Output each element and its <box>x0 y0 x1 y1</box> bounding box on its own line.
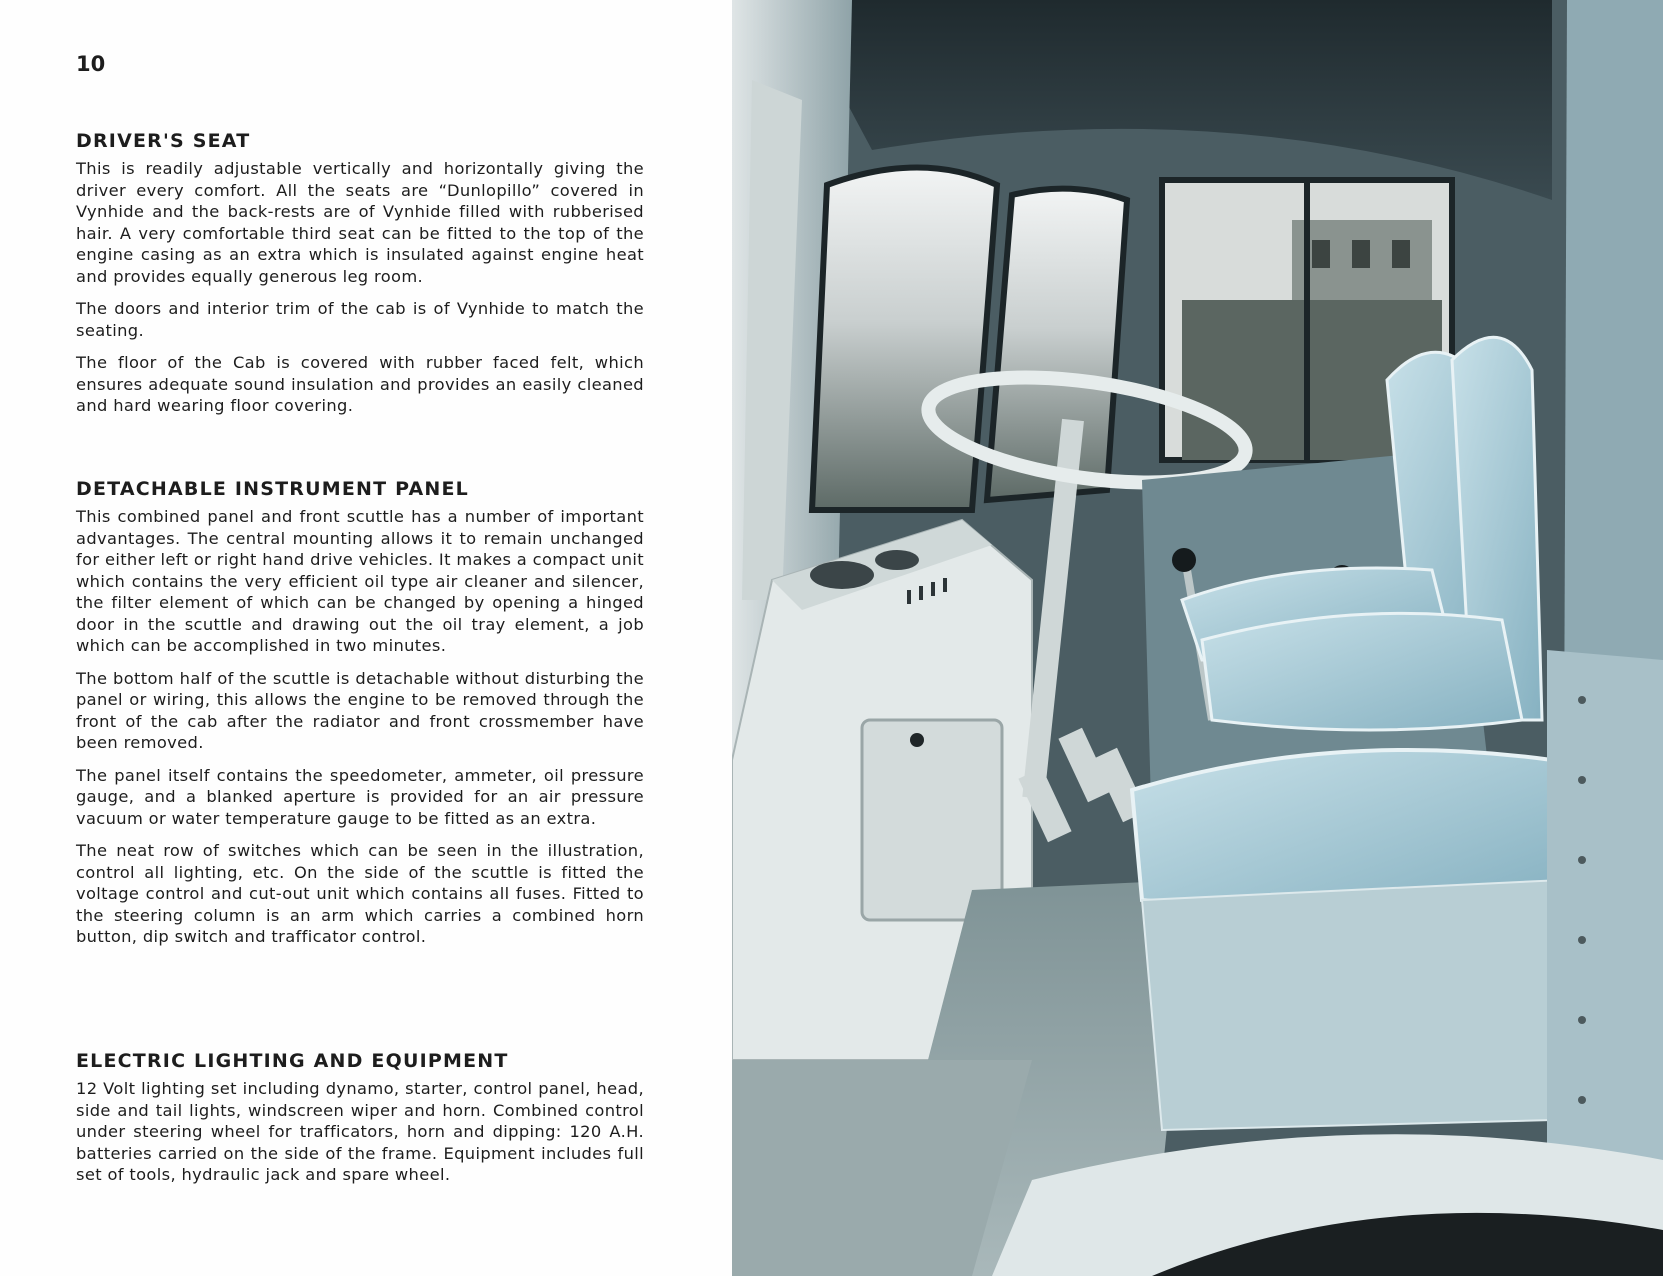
paragraph: The neat row of switches which can be seen in the illustration, control all lighting, etc. On the side of the scuttle is fitted the voltage control and cut-out unit which contains all fuses. Fitted to the steering column is an arm which carries a combined horn button, dip switch and trafficator control. <box>76 841 644 946</box>
section-heading: ELECTRIC LIGHTING AND EQUIPMENT <box>76 1050 509 1072</box>
section-heading: DRIVER'S SEAT <box>76 130 251 152</box>
paragraph: This combined panel and front scuttle has a number of important advantages. The central mounting allows it to remain unchanged for either left or right hand drive vehicles. It makes a compact unit which contains the very efficient oil type air cleaner and silencer, the filter element of which can be changed by opening a hinged door in the scuttle and drawing out the oil tray element, a job which can be accomplished in two minutes. <box>76 507 644 655</box>
text-page <box>0 0 732 1276</box>
cab-interior-photo <box>732 0 1663 1276</box>
paragraph: The bottom half of the scuttle is detachable without disturbing the panel or wiring, this allows the engine to be removed through the front of the cab after the radiator and front crossmember have been removed. <box>76 668 644 752</box>
paragraph: The panel itself contains the speedometer, ammeter, oil pressure gauge, and a blanked aperture is provided for an air pressure vacuum or water temperature gauge to be fitted as an extra. <box>76 765 644 828</box>
page-number: 10 <box>76 52 106 76</box>
paragraph: The doors and interior trim of the cab is of Vynhide to match the seating. <box>76 299 644 340</box>
section-instrument-panel <box>76 476 644 959</box>
section-electric-lighting <box>76 1048 644 1197</box>
section-drivers-seat <box>76 128 644 428</box>
paragraph: The floor of the Cab is covered with rubber faced felt, which ensures adequate sound insulation and provides an easily cleaned and hard wearing floor covering. <box>76 353 644 415</box>
paragraph: This is readily adjustable vertically and horizontally giving the driver every comfort. All the seats are “Dunlopillo” covered in Vynhide and the back-rests are of Vynhide filled with rubberised hair. A very comfortable third seat can be fitted to the top of the engine casing as an extra which is insulated against engine heat and provides equally generous leg room. <box>76 159 644 286</box>
paragraph: 12 Volt lighting set including dynamo, starter, control panel, head, side and tail lights, windscreen wiper and horn. Combined control under steering wheel for trafficators, horn and dipping: 120 A.H. batteries carried on the side of the frame. Equipment includes full set of tools, hydraulic jack and spare wheel. <box>76 1079 644 1184</box>
section-heading: DETACHABLE INSTRUMENT PANEL <box>76 478 469 500</box>
